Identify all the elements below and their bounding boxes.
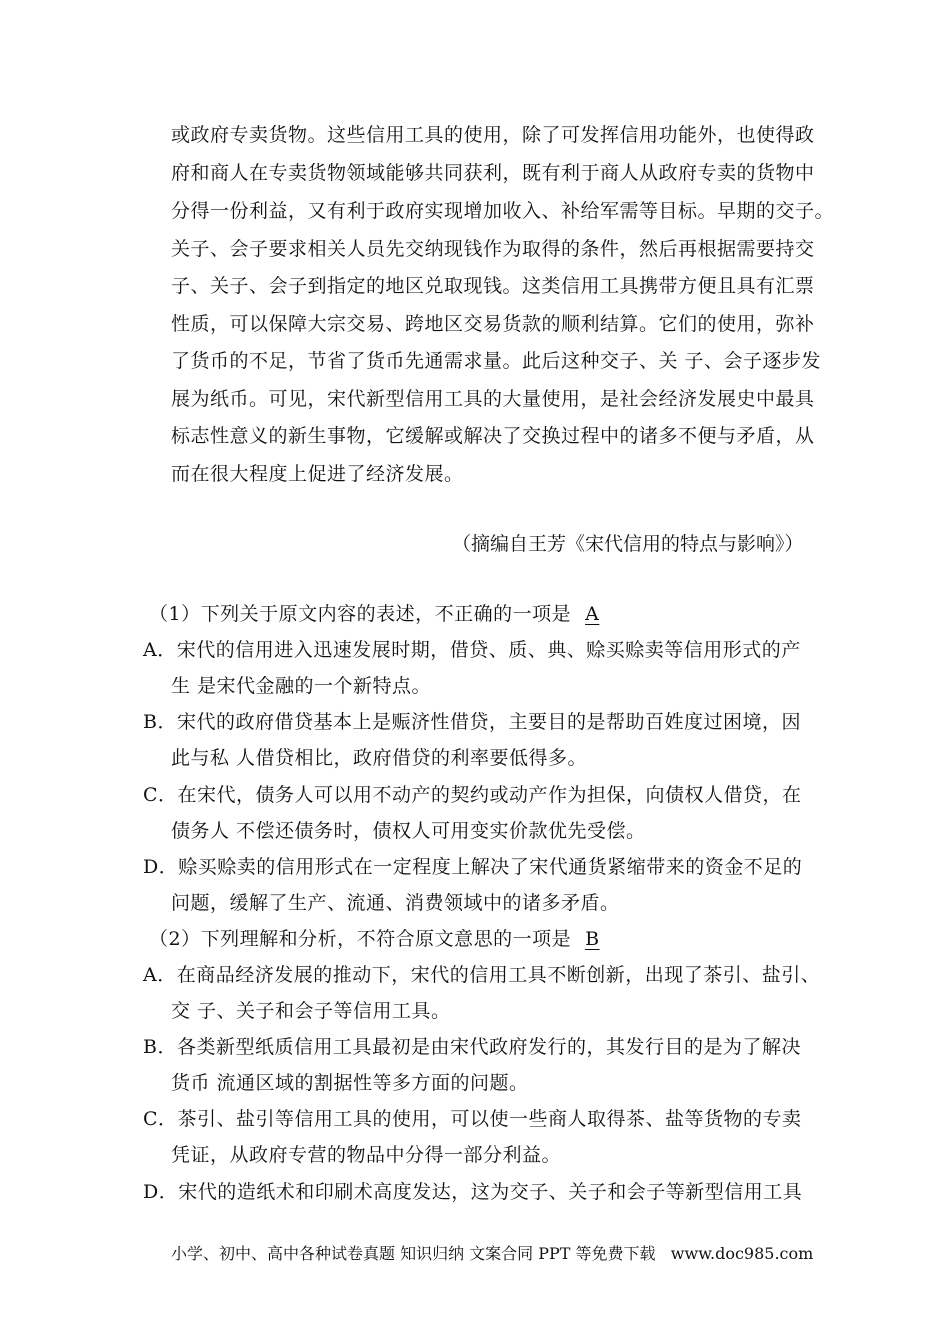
option-line: C．茶引、盐引等信用工具的使用，可以使一些商人取得茶、盐等货物的专卖	[143, 1108, 802, 1130]
question-stem-text: （1）下列关于原文内容的表述，不正确的一项是	[149, 603, 572, 625]
passage-line: 展为纸币。可见，宋代新型信用工具的大量使用，是社会经济发展史中最具	[171, 388, 815, 410]
option-line-cont: 凭证，从政府专营的物品中分得一部分利益。	[171, 1144, 562, 1166]
question-stem-text: （2）下列理解和分析，不符合原文意思的一项是	[149, 928, 572, 950]
option-line-cont: 债务人 不偿还债务时，债权人可用变实价款优先受偿。	[171, 820, 646, 842]
option-line: A．在商品经济发展的推动下，宋代的信用工具不断创新，出现了茶引、盐引、	[143, 964, 821, 986]
option-line-cont: 交 子、关子和会子等信用工具。	[171, 1000, 451, 1022]
option-line: D．赊买赊卖的信用形式在一定程度上解决了宋代通货紧缩带来的资金不足的	[143, 856, 803, 878]
passage-line: 标志性意义的新生事物，它缓解或解决了交换过程中的诸多不便与矛盾，从	[171, 425, 815, 447]
option-line-cont: 此与私 人借贷相比，政府借贷的利率要低得多。	[171, 747, 588, 769]
passage-line: 子、关子、会子到指定的地区兑取现钱。这类信用工具携带方便且具有汇票	[171, 275, 815, 297]
passage-line: 性质，可以保障大宗交易、跨地区交易货款的顺利结算。它们的使用，弥补	[171, 313, 815, 335]
option-line: C．在宋代，债务人可以用不动产的契约或动产作为担保，向债权人借贷，在	[143, 784, 802, 806]
option-line: B．宋代的政府借贷基本上是赈济性借贷，主要目的是帮助百姓度过困境，因	[143, 711, 801, 733]
passage-line: 关子、会子要求相关人员先交纳现钱作为取得的条件，然后再根据需要持交	[171, 238, 815, 260]
option-line-cont: 货币 流通区域的割据性等多方面的问题。	[171, 1072, 529, 1094]
passage-line: 府和商人在专卖货物领域能够共同获利，既有利于商人从政府专卖的货物中	[171, 162, 815, 184]
option-line: A．宋代的信用进入迅速发展时期，借贷、质、典、赊买赊卖等信用形式的产	[143, 639, 801, 661]
passage-line: 或政府专卖货物。这些信用工具的使用，除了可发挥信用功能外，也使得政	[171, 124, 815, 146]
passage-line: 分得一份利益，又有利于政府实现增加收入、补给军需等目标。早期的交子。	[171, 200, 835, 222]
question-1-stem	[149, 601, 601, 627]
question-2-stem	[149, 926, 602, 952]
option-line: D．宋代的造纸术和印刷术高度发达，这为交子、关子和会子等新型信用工具	[143, 1181, 803, 1203]
question-2-answer: B	[585, 928, 600, 950]
option-line-cont: 问题，缓解了生产、流通、消费领域中的诸多矛盾。	[171, 892, 620, 914]
question-1-answer: A	[585, 603, 600, 625]
page-footer: 小学、初中、高中各种试卷真题 知识归纳 文案合同 PPT 等免费下载 www.doc985.com	[171, 1244, 814, 1263]
passage-line: 了货币的不足，节省了货币先通需求量。此后这种交子、关 子、会子逐步发	[171, 350, 822, 372]
passage-line: 而在很大程度上促进了经济发展。	[171, 463, 464, 485]
option-line: B．各类新型纸质信用工具最初是由宋代政府发行的，其发行目的是为了解决	[143, 1036, 801, 1058]
source-citation: （摘编自王芳《宋代信用的特点与影响》）	[452, 533, 804, 555]
option-line-cont: 生 是宋代金融的一个新特点。	[171, 675, 432, 697]
